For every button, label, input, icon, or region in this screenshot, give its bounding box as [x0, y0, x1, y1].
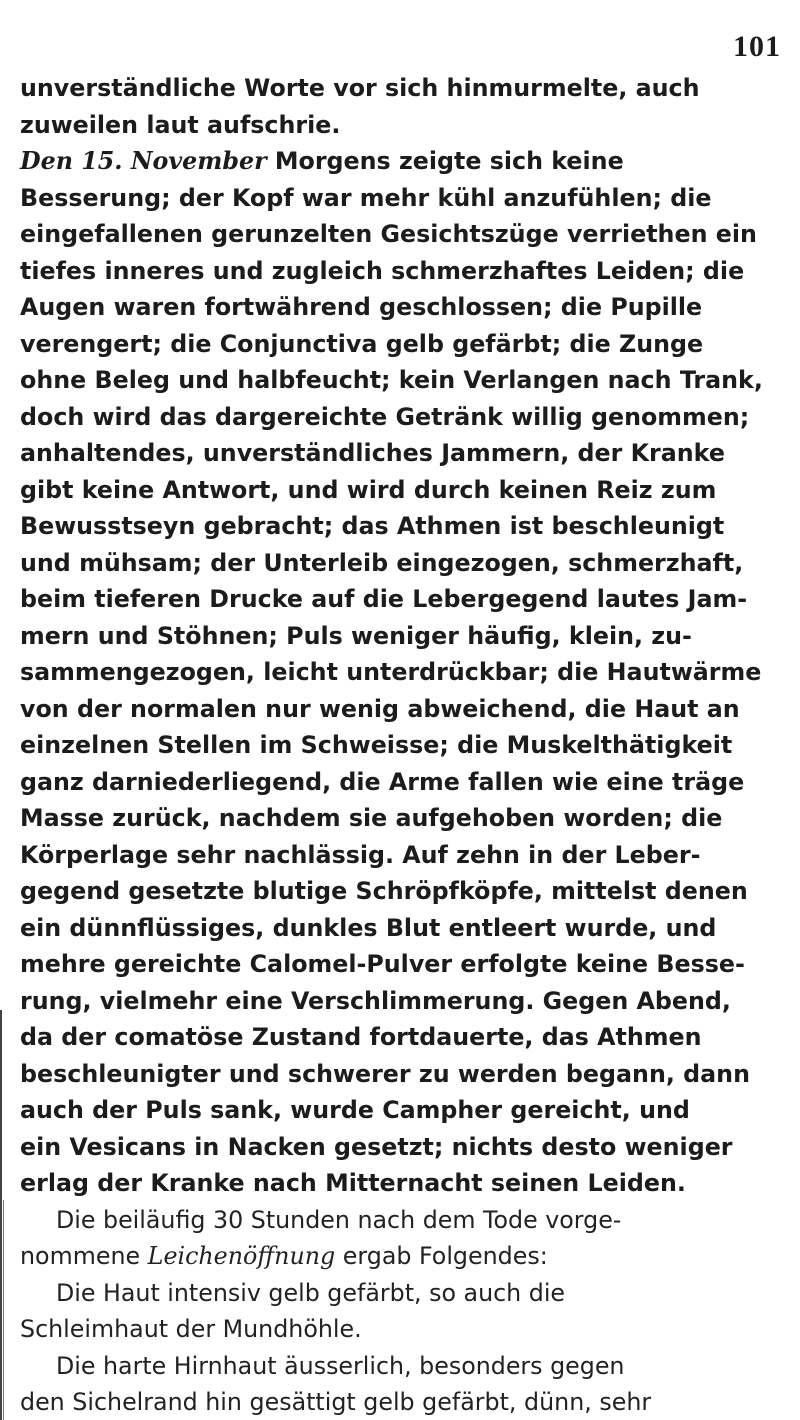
text-line	[20, 289, 772, 326]
text-line	[20, 435, 772, 472]
text-run: nommene	[20, 1242, 148, 1270]
text-run: Schleimhaut der Mundhöhle.	[20, 1315, 362, 1343]
text-run: mehre gereichte Calomel-Pulver erfolgte keine Besse-	[20, 950, 745, 978]
text-line	[20, 1165, 772, 1202]
text-line	[20, 1238, 772, 1275]
text-line	[20, 1092, 772, 1129]
text-run: Morgens zeigte sich keine	[266, 147, 624, 175]
text-line	[20, 1384, 772, 1420]
text-run: ergab Folgendes:	[335, 1242, 548, 1270]
text-run: beim tieferen Drucke auf die Lebergegend lautes Jam-	[20, 585, 748, 613]
text-run: Augen waren fortwährend geschlossen; die Pupille	[20, 293, 703, 321]
text-run: Die beiläufig 30 Stunden nach dem Tode vorge-	[55, 1205, 622, 1234]
text-run: doch wird das dargereichte Getränk willig genommen;	[20, 402, 750, 431]
text-line	[20, 1348, 772, 1385]
text-line	[20, 837, 772, 874]
text-run: ein dünnflüssiges, dunkles Blut entleert wurde, und	[20, 913, 717, 942]
text-line	[20, 143, 772, 180]
text-run: rung, vielmehr eine Verschlimmerung. Gegen Abend,	[20, 986, 731, 1015]
text-line	[20, 216, 772, 253]
text-run: und mühsam; der Unterleib eingezogen, schmerzhaft,	[20, 548, 744, 577]
text-line	[20, 764, 772, 801]
text-line	[20, 1019, 772, 1056]
text-line	[20, 362, 772, 399]
text-run: mern und Stöhnen; Puls weniger häufig, klein, zu-	[20, 621, 692, 650]
text-line	[20, 508, 772, 545]
text-run: den Sichelrand hin gesättigt gelb gefärbt, dünn, sehr	[20, 1388, 652, 1416]
text-run: gibt keine Antwort, und wird durch keinen Reiz zum	[20, 475, 717, 504]
text-run: einzelnen Stellen im Schweisse; die Muskelthätigkeit	[20, 731, 733, 759]
text-line	[20, 1056, 772, 1093]
text-line	[20, 910, 772, 947]
text-line	[20, 983, 772, 1020]
page-number: 101	[733, 30, 781, 63]
text-line	[20, 618, 772, 655]
text-run: unverständliche Worte vor sich hinmurmelte, auch	[20, 74, 700, 102]
text-run: eingefallenen gerunzelten Gesichtszüge verriethen ein	[20, 220, 757, 248]
text-line	[20, 107, 772, 144]
text-run: von der normalen nur wenig abweichend, die Haut an	[20, 694, 740, 723]
text-run: verengert; die Conjunctiva gelb gefärbt; die Zunge	[20, 329, 704, 358]
text-line	[20, 873, 772, 910]
text-line	[20, 727, 772, 764]
text-line	[20, 691, 772, 728]
text-run: anhaltendes, unverständliches Jammern, der Kranke	[20, 439, 725, 467]
text-run: ein Vesicans in Nacken gesetzt; nichts desto weniger	[20, 1132, 733, 1161]
text-run: Die harte Hirnhaut äusserlich, besonders gegen	[55, 1351, 625, 1380]
text-run: gegend gesetzte blutige Schröpfköpfe, mittelst denen	[20, 877, 748, 905]
body-text	[20, 70, 780, 1420]
text-run: Masse zurück, nachdem sie aufgehoben worden; die	[20, 804, 723, 832]
text-line	[20, 946, 772, 983]
text-run: zuweilen laut aufschrie.	[20, 110, 341, 139]
text-run: Bewusstseyn gebracht; das Athmen ist beschleunigt	[20, 512, 725, 540]
text-line	[20, 326, 772, 363]
text-run: tiefes inneres und zugleich schmerzhaftes Leiden; die	[20, 256, 745, 285]
text-run: ohne Beleg und halbfeucht; kein Verlangen nach Trank,	[20, 366, 763, 394]
text-line	[20, 180, 772, 217]
text-line	[20, 70, 772, 107]
binding-shadow	[0, 1010, 2, 1420]
text-line	[20, 800, 772, 837]
text-run: sammengezogen, leicht unterdrückbar; die Hautwärme	[20, 658, 762, 686]
italic-term: Leichenöffnung	[147, 1242, 336, 1270]
text-line	[20, 1275, 772, 1312]
binding-shadow-inner	[3, 1200, 4, 1420]
text-line	[20, 1311, 772, 1348]
text-line	[20, 472, 772, 509]
text-line	[20, 581, 772, 618]
text-run: Besserung; der Kopf war mehr kühl anzufühlen; die	[20, 183, 712, 212]
text-line	[20, 545, 772, 582]
text-run: ganz darniederliegend, die Arme fallen wie eine träge	[20, 767, 745, 796]
text-line	[20, 1202, 772, 1239]
text-line	[20, 399, 772, 436]
text-line	[20, 253, 772, 290]
text-run: erlag der Kranke nach Mitternacht seinen Leiden.	[20, 1169, 686, 1197]
text-run: auch der Puls sank, wurde Campher gereicht, und	[20, 1096, 690, 1124]
text-run: Die Haut intensiv gelb gefärbt, so auch die	[55, 1278, 566, 1307]
text-line	[20, 654, 772, 691]
entry-date: Den 15. November	[20, 146, 267, 175]
text-run: da der comatöse Zustand fortdauerte, das Athmen	[20, 1023, 702, 1051]
text-run: Körperlage sehr nachlässig. Auf zehn in der Leber-	[20, 840, 701, 869]
text-run: beschleunigter und schwerer zu werden begann, dann	[20, 1059, 750, 1088]
text-line	[20, 1129, 772, 1166]
